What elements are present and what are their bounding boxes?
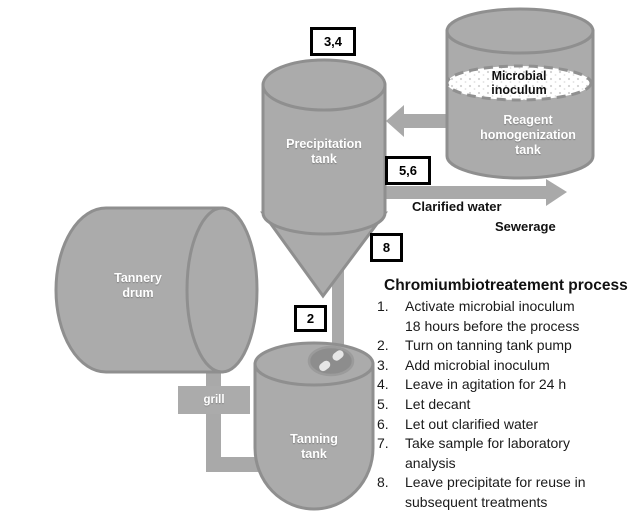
step-box-8: 8 xyxy=(370,233,403,262)
microbial-inoculum-label: Microbial inoculum xyxy=(491,69,547,97)
process-steps-list xyxy=(377,297,586,513)
step-item-2: 2. Turn on tanning tank pump xyxy=(377,337,572,354)
step-item-1: 1. Activate microbial inoculum 18 hours before the process xyxy=(377,298,580,334)
step-box-3-4: 3,4 xyxy=(310,27,356,56)
step-item-4: 4. Leave in agitation for 24 h xyxy=(377,376,567,393)
step-item-5: 5. Let decant xyxy=(377,395,471,412)
step-item-6: 6. Let out clarified water xyxy=(377,415,539,432)
precipitation-tank-label: Precipitation tank xyxy=(286,137,362,166)
drum-outlet-pipe-horizontal xyxy=(206,457,258,472)
tanning-tank-label: Tanning tank xyxy=(290,432,338,461)
tannery-drum-label: Tannery drum xyxy=(114,271,162,300)
reagent-tank-label: Reagent homogenization tank xyxy=(480,113,576,157)
step-item-8: 8. Leave precipitate for reuse in subsequent treatments xyxy=(377,474,586,510)
grill-label: grill xyxy=(203,394,225,406)
inoculum-transfer-arrow xyxy=(386,105,455,137)
clarified-water-label: Clarified water xyxy=(412,199,502,214)
step-item-3: 3. Add microbial inoculum xyxy=(377,356,550,373)
precipitation-tank-top xyxy=(263,60,385,110)
step-box-2: 2 xyxy=(294,305,327,332)
step-box-5-6: 5,6 xyxy=(385,156,431,185)
drum-outlet-pipe-vertical xyxy=(206,360,221,472)
process-title: Chromiumbiotreatement process xyxy=(384,277,628,294)
step-item-7: 7. Take sample for laboratory analysis xyxy=(377,435,570,471)
reagent-tank-top xyxy=(447,9,593,53)
tanning-pump-icon xyxy=(309,347,353,375)
sewerage-label: Sewerage xyxy=(495,219,556,234)
